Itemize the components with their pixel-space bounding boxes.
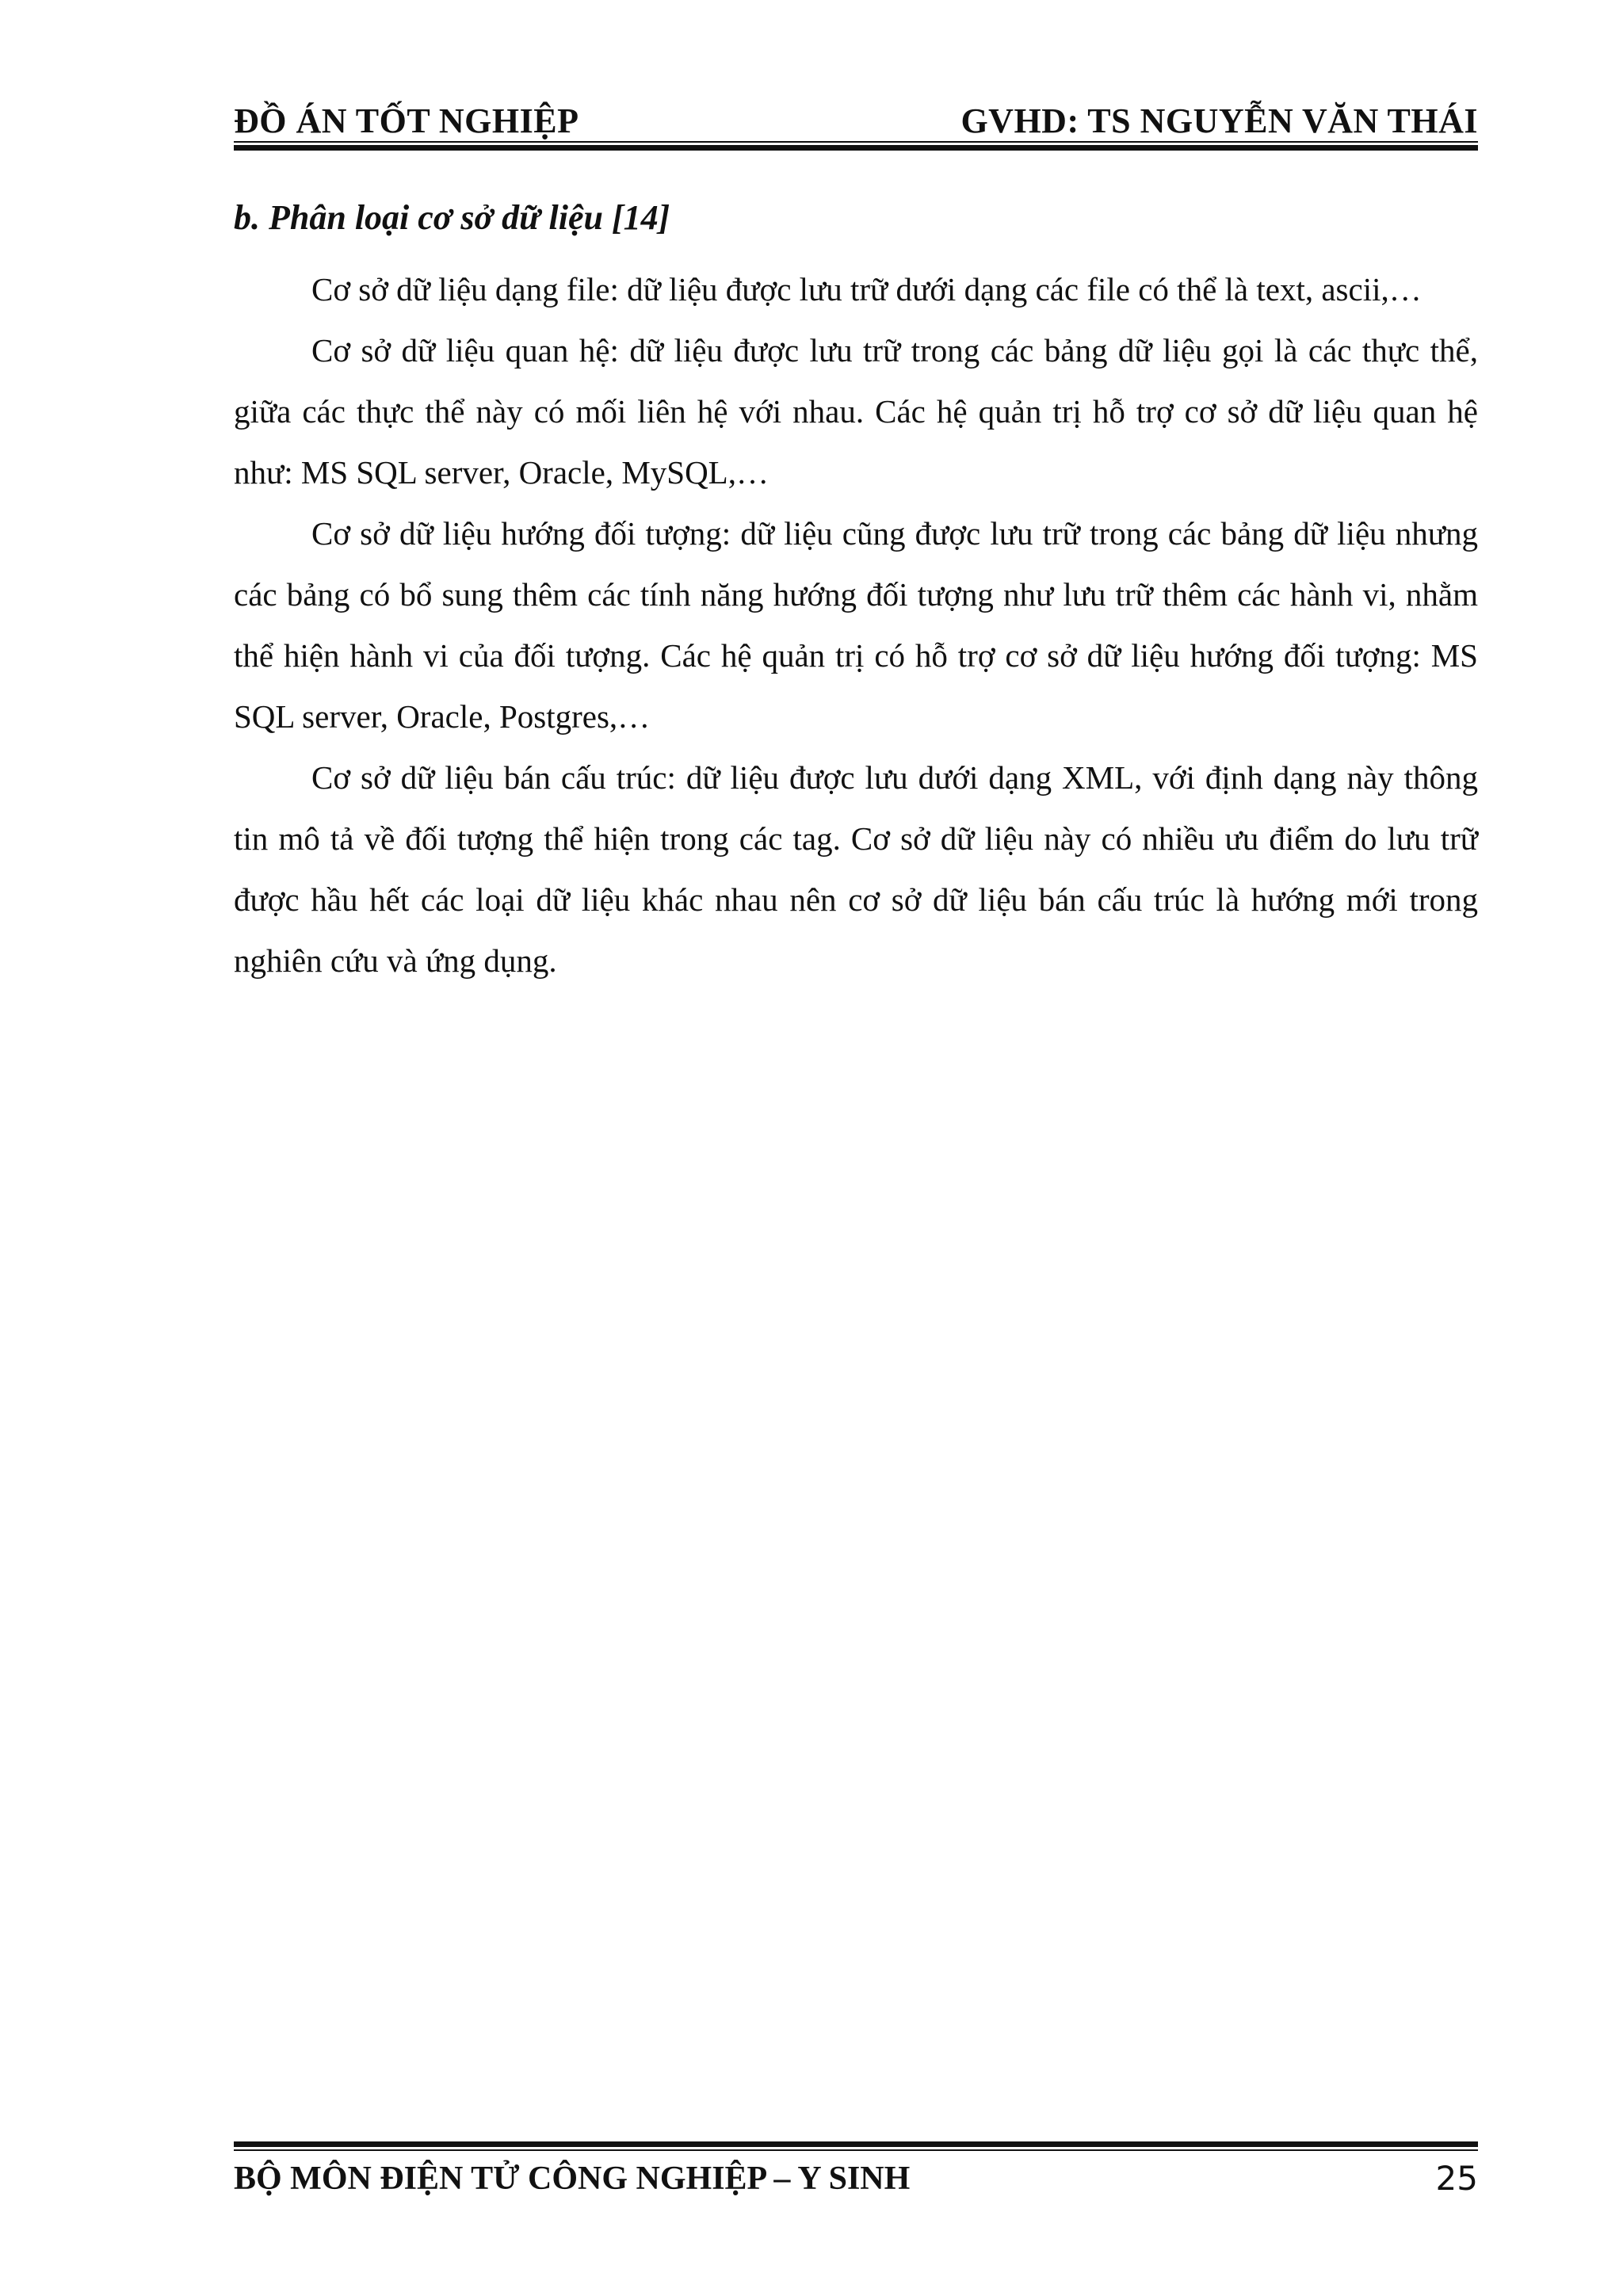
section-title: b. Phân loại cơ sở dữ liệu [14] — [234, 198, 670, 237]
paragraph-object-oriented-db: Cơ sở dữ liệu hướng đối tượng: dữ liệu cũng được lưu trữ trong các bảng dữ liệu nhưng các bảng có bổ sung thêm các tính năng hướng đối tượng như lưu trữ thêm các hành vi, nhằm thể hiện hành vi của đối tượng. Các hệ quản trị có hỗ trợ cơ sở dữ liệu hướng đối tượng: MS SQL server, Oracle, Postgres,… — [234, 515, 1478, 735]
page-number: 25 — [1435, 2159, 1478, 2198]
page-footer — [234, 2156, 1478, 2203]
header-rule — [234, 141, 1478, 151]
page-header — [234, 94, 1478, 141]
supervisor-name: GVHD: TS NGUYỄN VĂN THÁI — [960, 101, 1478, 140]
page-body — [234, 194, 1478, 991]
footer-rule — [234, 2141, 1478, 2151]
paragraph-file-db: Cơ sở dữ liệu dạng file: dữ liệu được lưu trữ dưới dạng các file có thể là text, ascii,… — [311, 271, 1422, 308]
paragraph-semi-structured-db: Cơ sở dữ liệu bán cấu trúc: dữ liệu được lưu dưới dạng XML, với định dạng này thông tin mô tả về đối tượng thể hiện trong các tag. Cơ sở dữ liệu này có nhiều ưu điểm do lưu trữ được hầu hết các loại dữ liệu khác nhau nên cơ sở dữ liệu bán cấu trúc là hướng mới trong nghiên cứu và ứng dụng. — [234, 759, 1478, 979]
paragraph-relational-db: Cơ sở dữ liệu quan hệ: dữ liệu được lưu trữ trong các bảng dữ liệu gọi là các thực thể, giữa các thực thể này có mối liên hệ với nhau. Các hệ quản trị hỗ trợ cơ sở dữ liệu quan hệ như: MS SQL server, Oracle, MySQL,… — [234, 332, 1478, 491]
department-name: BỘ MÔN ĐIỆN TỬ CÔNG NGHIỆP – Y SINH — [234, 2160, 911, 2197]
thesis-title: ĐỒ ÁN TỐT NGHIỆP — [234, 101, 579, 140]
